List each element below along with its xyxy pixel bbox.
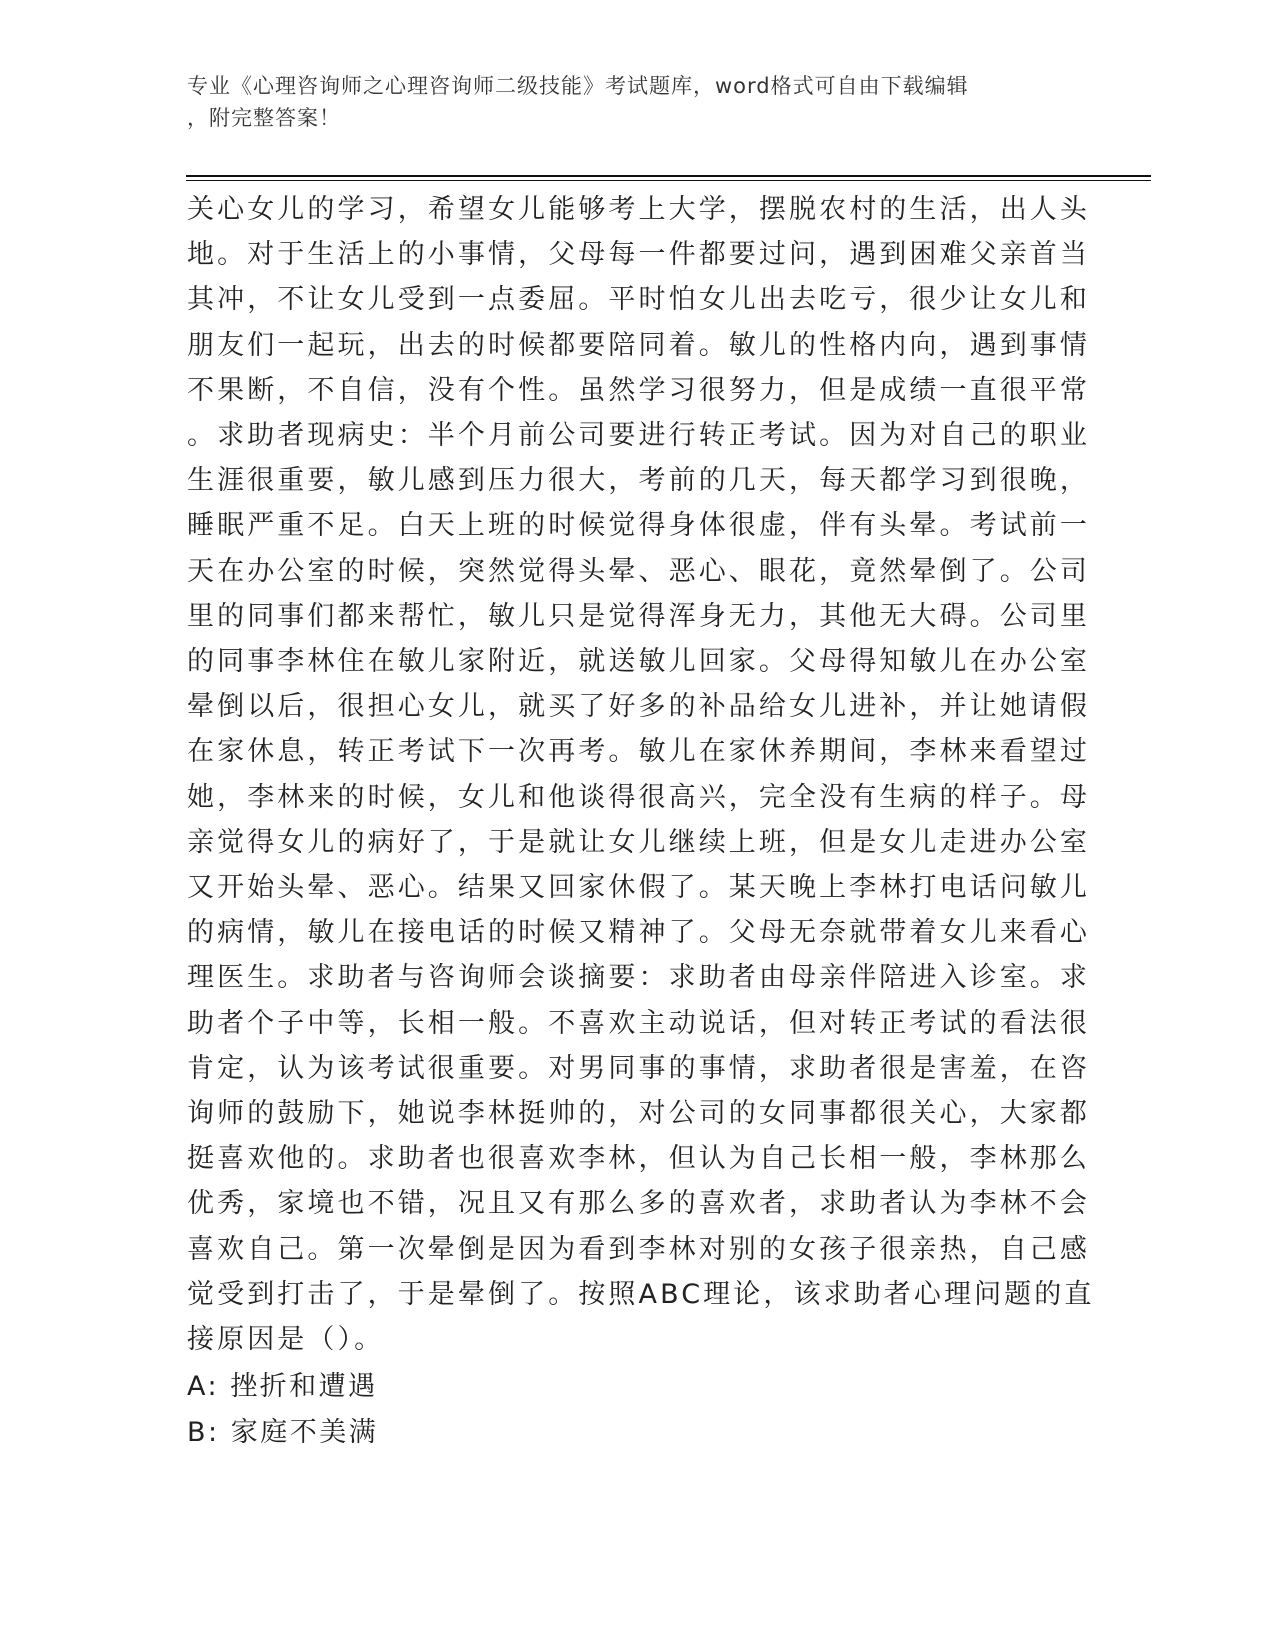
header-line: ，附完整答案！ bbox=[187, 106, 341, 130]
question-line: 的病情，敏儿在接电话的时候又精神了。父母无奈就带着女儿来看心 bbox=[187, 917, 1090, 949]
question-text bbox=[187, 187, 1095, 1362]
question-line: 在家休息，转正考试下一次再考。敏儿在家休养期间，李林来看望过 bbox=[187, 736, 1090, 768]
question-line: 不果断，不自信，没有个性。虽然学习很努力，但是成绩一直很平常 bbox=[187, 374, 1090, 406]
question-line: 亲觉得女儿的病好了，于是就让女儿继续上班，但是女儿走进办公室 bbox=[187, 826, 1090, 858]
question-line: 助者个子中等，长相一般。不喜欢主动说话，但对转正考试的看法很 bbox=[187, 1007, 1090, 1039]
question-line: 她，李林来的时候，女儿和他谈得很高兴，完全没有生病的样子。母 bbox=[187, 781, 1090, 813]
question-line: 朋友们一起玩，出去的时候都要陪同着。敏儿的性格内向，遇到事情 bbox=[187, 329, 1090, 361]
option-label: A: bbox=[187, 1371, 220, 1402]
question-line: 生涯很重要，敏儿感到压力很大，考前的几天，每天都学习到很晚， bbox=[187, 465, 1090, 497]
question-line: 睡眠严重不足。白天上班的时候觉得身体很虚，伴有头晕。考试前一 bbox=[187, 510, 1090, 542]
question-line: 的同事李林住在敏儿家附近，就送敏儿回家。父母得知敏儿在办公室 bbox=[187, 646, 1090, 678]
question-line: 挺喜欢他的。求助者也很喜欢李林，但认为自己长相一般，李林那么 bbox=[187, 1143, 1090, 1175]
option-b bbox=[187, 1410, 378, 1456]
option-label: B: bbox=[187, 1416, 220, 1448]
question-line: 。求助者现病史：半个月前公司要进行转正考试。因为对自己的职业 bbox=[187, 420, 1090, 452]
question-line: 理医生。求助者与咨询师会谈摘要：求助者由母亲伴陪进入诊室。求 bbox=[187, 962, 1090, 994]
question-line: 晕倒以后，很担心女儿，就买了好多的补品给女儿进补，并让她请假 bbox=[187, 691, 1090, 723]
document-header bbox=[187, 70, 1087, 134]
answer-options bbox=[187, 1364, 378, 1455]
header-line: 专业《心理咨询师之心理咨询师二级技能》考试题库，word格式可自由下载编辑 bbox=[187, 74, 969, 98]
question-line: 询师的鼓励下，她说李林挺帅的，对公司的女同事都很关心，大家都 bbox=[187, 1098, 1090, 1130]
question-line: 又开始头晕、恶心。结果又回家休假了。某天晚上李林打电话问敏儿 bbox=[187, 872, 1090, 904]
question-line: 地。对于生活上的小事情，父母每一件都要过问，遇到困难父亲首当 bbox=[187, 239, 1090, 271]
header-divider-thick bbox=[186, 175, 1151, 177]
question-line: 觉受到打击了，于是晕倒了。按照ABC理论，该求助者心理问题的直 bbox=[187, 1278, 1095, 1310]
question-line: 肯定，认为该考试很重要。对男同事的事情，求助者很是害羞，在咨 bbox=[187, 1052, 1090, 1084]
option-text: 家庭不美满 bbox=[230, 1416, 379, 1448]
question-line: 其冲，不让女儿受到一点委屈。平时怕女儿出去吃亏，很少让女儿和 bbox=[187, 284, 1090, 316]
question-line: 接原因是（）。 bbox=[187, 1324, 385, 1356]
question-line: 优秀，家境也不错，况且又有那么多的喜欢者，求助者认为李林不会 bbox=[187, 1188, 1090, 1220]
option-text: 挫折和遭遇 bbox=[230, 1371, 378, 1402]
header-divider-thin bbox=[186, 180, 1151, 181]
option-a bbox=[187, 1364, 378, 1410]
question-line: 喜欢自己。第一次晕倒是因为看到李林对别的女孩子很亲热，自己感 bbox=[187, 1233, 1090, 1265]
question-line: 天在办公室的时候，突然觉得头晕、恶心、眼花，竟然晕倒了。公司 bbox=[187, 555, 1090, 587]
question-line: 关心女儿的学习，希望女儿能够考上大学，摆脱农村的生活，出人头 bbox=[187, 194, 1090, 225]
question-line: 里的同事们都来帮忙，敏儿只是觉得浑身无力，其他无大碍。公司里 bbox=[187, 600, 1090, 632]
